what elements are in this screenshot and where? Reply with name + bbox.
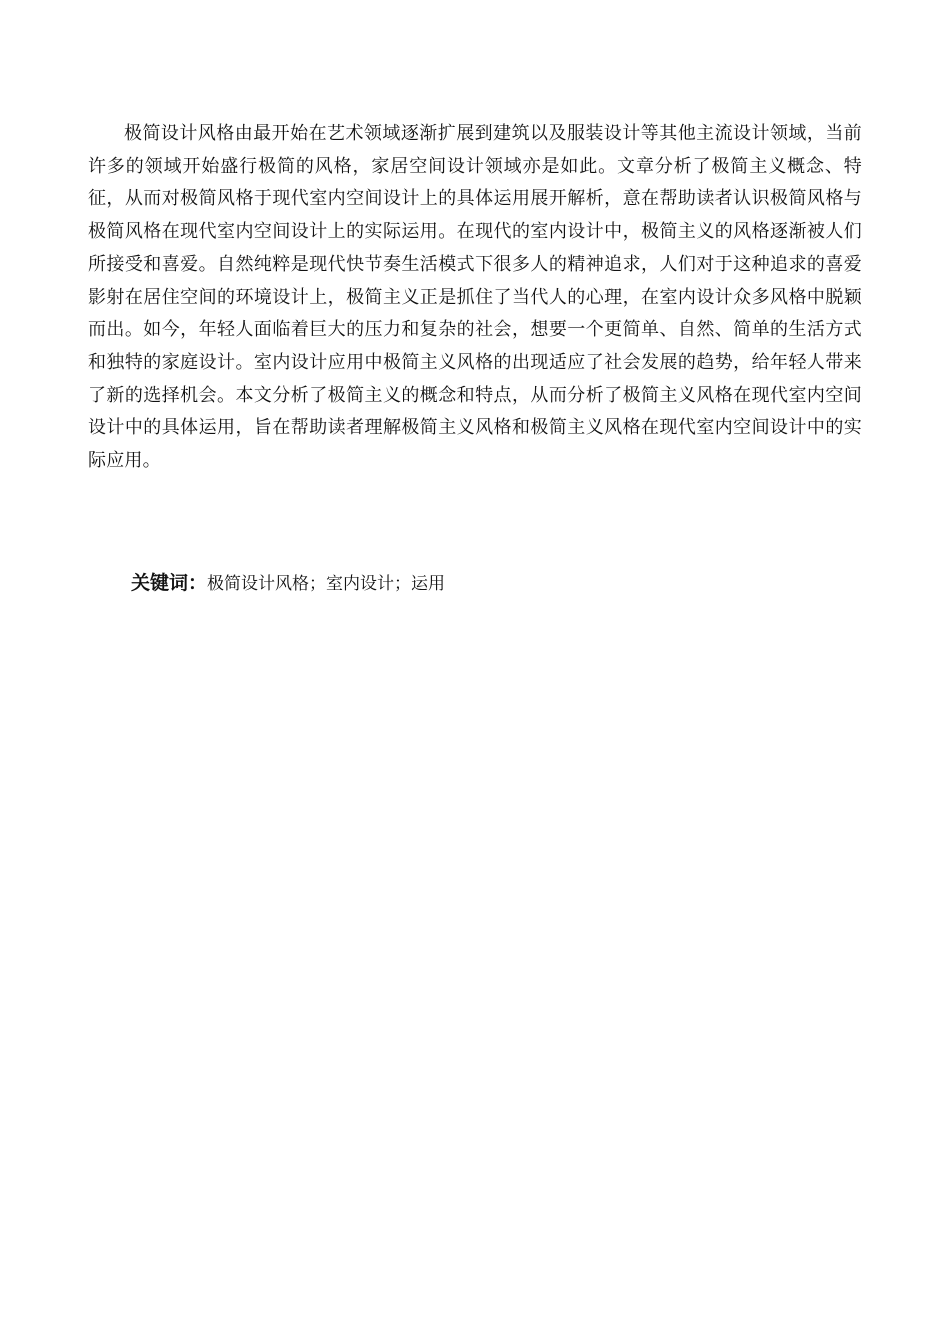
keywords-label: 关键词： [131,572,208,594]
keywords-text: 极简设计风格；室内设计；运用 [207,574,446,594]
abstract-paragraph: 极简设计风格由最开始在艺术领域逐渐扩展到建筑以及服装设计等其他主流设计领域，当前许多的领域开始盛行极简的风格，家居空间设计领域亦是如此。文章分析了极简主义概念、特征，从而对极简风格于现代室内空间设计上的具体运用展开解析，意在帮助读者认识极简风格与极简风格在现代室内空间设计上的实际运用。在现代的室内设计中，极简主义的风格逐渐被人们所接受和喜爱。自然纯粹是现代快节奏生活模式下很多人的精神追求，人们对于这种追求的喜爱影射在居住空间的环境设计上，极简主义正是抓住了当代人的心理，在室内设计众多风格中脱颖而出。如今，年轻人面临着巨大的压力和复杂的社会，想要一个更简单、自然、简单的生活方式和独特的家庭设计。室内设计应用中极简主义风格的出现适应了社会发展的趋势，给年轻人带来了新的选择机会。本文分析了极简主义的概念和特点，从而分析了极简主义风格在现代室内空间设计中的具体运用，旨在帮助读者理解极简主义风格和极简主义风格在现代室内空间设计中的实际应用。 [88,123,862,472]
keywords-line [131,568,831,599]
